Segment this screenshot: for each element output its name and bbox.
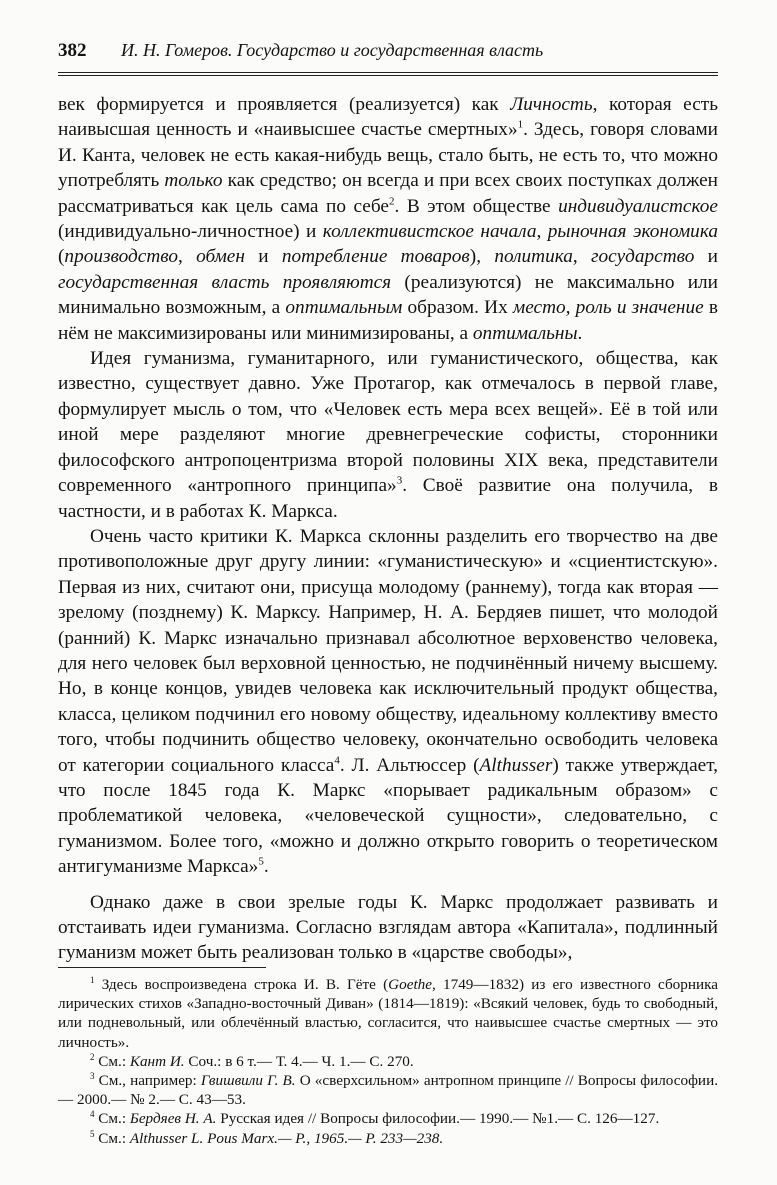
- footnote-4: $^4$ См.: Бердяев Н. А. Русская идея // Вопросы философии.— 1990.— №1.— С. 126—127.: [90, 1109, 660, 1128]
- footnote-5: $^5$ См.: Althusser L. Pous Marx.— P., 1965.— P. 233—238.: [90, 1128, 444, 1147]
- footnote-1: $^1$ Здесь воспроизведена строка И. В. Гёте (Goethe, 1749—1832) из его известного сборника лирических стихов «Западно-восточный Диван» (1814—1819): «Всякий человек, будь то свободный, или подневольный, или облечённый властью, согласится, что наивысшее счастье смертных — это личность».: [58, 974, 719, 1051]
- footnote-ref-4[interactable]: 4: [334, 754, 340, 767]
- footnote-3: $^3$ См., например: Гвишвили Г. В. О «сверхсильном» антропном принципе // Вопросы философии.— 2000.— № 2.— С. 43—53.: [58, 1070, 718, 1109]
- footnote-rule: [58, 967, 266, 968]
- header-rule: [58, 72, 718, 76]
- body-text: [58, 92, 718, 966]
- paragraph-3: Очень часто критики К. Маркса склонны разделить его творчество на две противоположные друг другу линии: «гуманистическую» и «сциентистскую». Первая из них, считают они, присуща молодому (раннему), тогда как вторая — зрелому (позднему) К. Марксу. Например, Н. А. Бердяев пишет, что молодой (ранний) К. Маркс изначально признавал абсолютное верховенство человека, для него человек был верховной ценностью, не подчинённый ничему высшему. Но, в конце концов, увидев человека как исключительный продукт общества, класса, целиком подчинил его новому обществу, идеальному коллективу вместо того, чтобы подчинить общество человеку, окончательно освободить человека от категории социального класса$^4$. Л. Альтюссер (Althusser) также утверждает, что после 1845 года К. Маркс «порывает радикальным образом» с проблематикой человека, «человеческой сущности», следовательно, с гуманизмом. Более того, «можно и должно открыто говорить о теоретическом антигуманизме Маркса»$^5$.: [58, 525, 719, 878]
- footnotes: [58, 975, 718, 1148]
- footnote-ref-1[interactable]: 1: [517, 118, 524, 131]
- paragraph-1: век формируется и проявляется (реализуется) как Личность, которая есть наивысшая ценность и «наивысшее счастье смертных»$^1$. Здесь, говоря словами И. Канта, человек не есть какая-нибудь вещь, стало быть, не есть то, что можно употреблять только как средство; он всегда и при всех своих поступках должен рассматриваться как цель сама по себе$^2$. В этом обществе индивидуалистское (индивидуально-личностное) и коллективистское начала, рыночная экономика (производство, обмен и потребление товаров), политика, государство и государственная власть проявляются (реализуются) не максимально или минимально возможным, а оптимальным образом. Их место, роль и значение в нём не максимизированы или минимизированы, а оптимальны.: [58, 94, 719, 344]
- footnote-ref-3[interactable]: 3: [396, 474, 403, 487]
- footnote-ref-5[interactable]: 5: [258, 855, 264, 868]
- footnote-ref-2[interactable]: 2: [388, 195, 395, 208]
- paragraph-4: Однако даже в свои зрелые годы К. Маркс продолжает развивать и отстаивать идеи гуманизма. Согласно взглядам автора «Капитала», подлинный гуманизм может быть реализован только в «царстве свободы»,: [58, 891, 718, 964]
- running-header: [58, 40, 718, 62]
- footnote-2: $^2$ См.: Кант И. Соч.: в 6 т.— Т. 4.— Ч. 1.— С. 270.: [90, 1051, 414, 1070]
- running-title: И. Н. Гомеров. Государство и государственная власть: [121, 40, 544, 60]
- page-number: 382: [58, 40, 87, 61]
- paragraph-2: Идея гуманизма, гуманитарного, или гуманистического, общества, как известно, существует давно. Уже Протагор, как отмечалось в первой главе, формулирует мысль о том, что «Человек есть мера всех вещей». Её в той или иной мере разделяют многие древнегреческие софисты, сторонники философского антропоцентризма второй половины XIX века, представители современного «антропного принципа»$^3$. Своё развитие она получила, в частности, и в работах К. Маркса.: [58, 348, 718, 522]
